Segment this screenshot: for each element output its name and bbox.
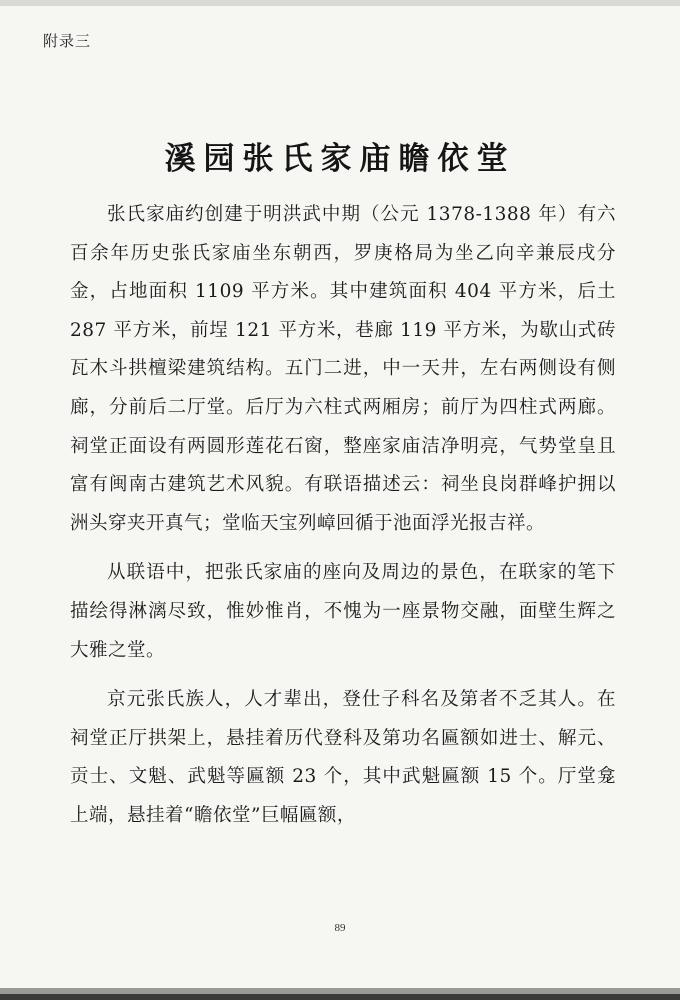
running-header: 附录三 [43, 32, 92, 50]
page-title: 溪园张氏家庙瞻依堂 [164, 140, 516, 177]
page-number: 89 [334, 922, 346, 934]
paragraph: 京元张氏族人，人才辈出，登仕子科名及第者不乏其人。在祠堂正厅拱架上，悬挂着历代登科及第功名匾额如进士、解元、贡士、文魁、武魁等匾额 23 个，其中武魁匾额 15 个。厅堂龛上端，悬挂着“瞻依堂”巨幅匾额， [70, 689, 616, 826]
paragraph: 从联语中，把张氏家庙的座向及周边的景色，在联家的笔下描绘得淋漓尽致，惟妙惟肖，不愧为一座景物交融，面壁生辉之大雅之堂。 [70, 562, 616, 661]
paragraph: 张氏家庙约创建于明洪武中期（公元 1378-1388 年）有六百余年历史张氏家庙坐东朝西，罗庚格局为坐乙向辛兼辰戌分金，占地面积 1109 平方米。其中建筑面积 404 平方米，后土 287 平方米，前埕 121 平方米，巷廊 119 平方米，为歇山式砖瓦木斗拱檀梁建筑结构。五门二进，中一天井，左右两侧设有侧廊，分前后二厅堂。后厅为六柱式两厢房；前厅为四柱式两廊。祠堂正面设有两圆形莲花石窗，整座家庙洁净明亮，气势堂皇且富有闽南古建筑艺术风貌。有联语描述云：祠坐良岗群峰护拥以洲头穿夹开真气；堂临天宝列嶂回循于池面浮光报吉祥。 [70, 204, 616, 534]
article-body [70, 196, 616, 847]
scan-bottom-shadow [0, 994, 680, 1000]
scan-top-edge [0, 0, 680, 6]
